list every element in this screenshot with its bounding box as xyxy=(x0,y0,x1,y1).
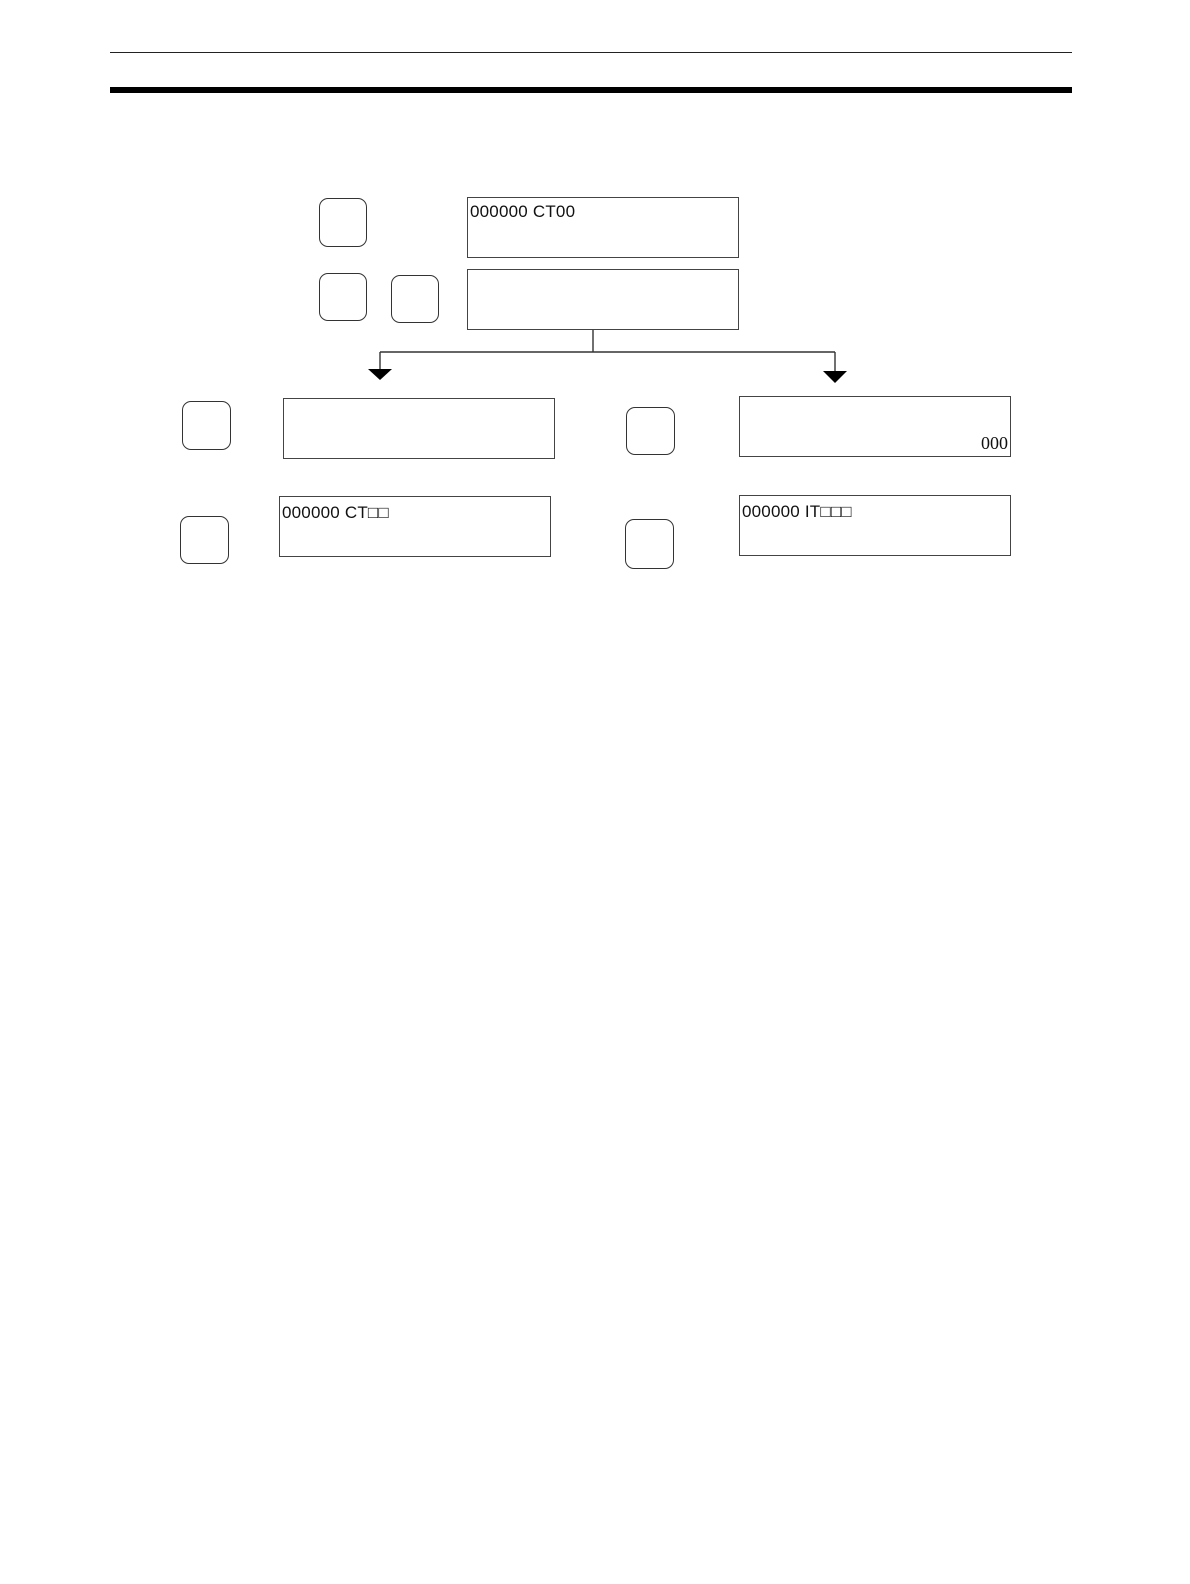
key-right-upper[interactable] xyxy=(626,407,675,455)
display-left-lower-text: 000000 CT□□ xyxy=(282,503,389,522)
key-right-lower[interactable] xyxy=(625,519,674,569)
arrow-right-icon xyxy=(823,371,847,383)
display-right-lower xyxy=(739,495,1011,556)
display-right-upper-value: 000 xyxy=(981,433,1008,453)
display-left-lower xyxy=(279,496,551,557)
display-right-upper xyxy=(739,396,1011,457)
key-left-lower[interactable] xyxy=(180,516,229,564)
display-top-text: 000000 CT00 xyxy=(470,202,576,221)
branch-connector xyxy=(0,0,1190,400)
display-right-lower-text: 000000 IT□□□ xyxy=(742,502,852,521)
display-left-upper xyxy=(283,398,555,459)
arrow-left-icon xyxy=(368,369,392,380)
key-left-upper[interactable] xyxy=(182,401,231,450)
